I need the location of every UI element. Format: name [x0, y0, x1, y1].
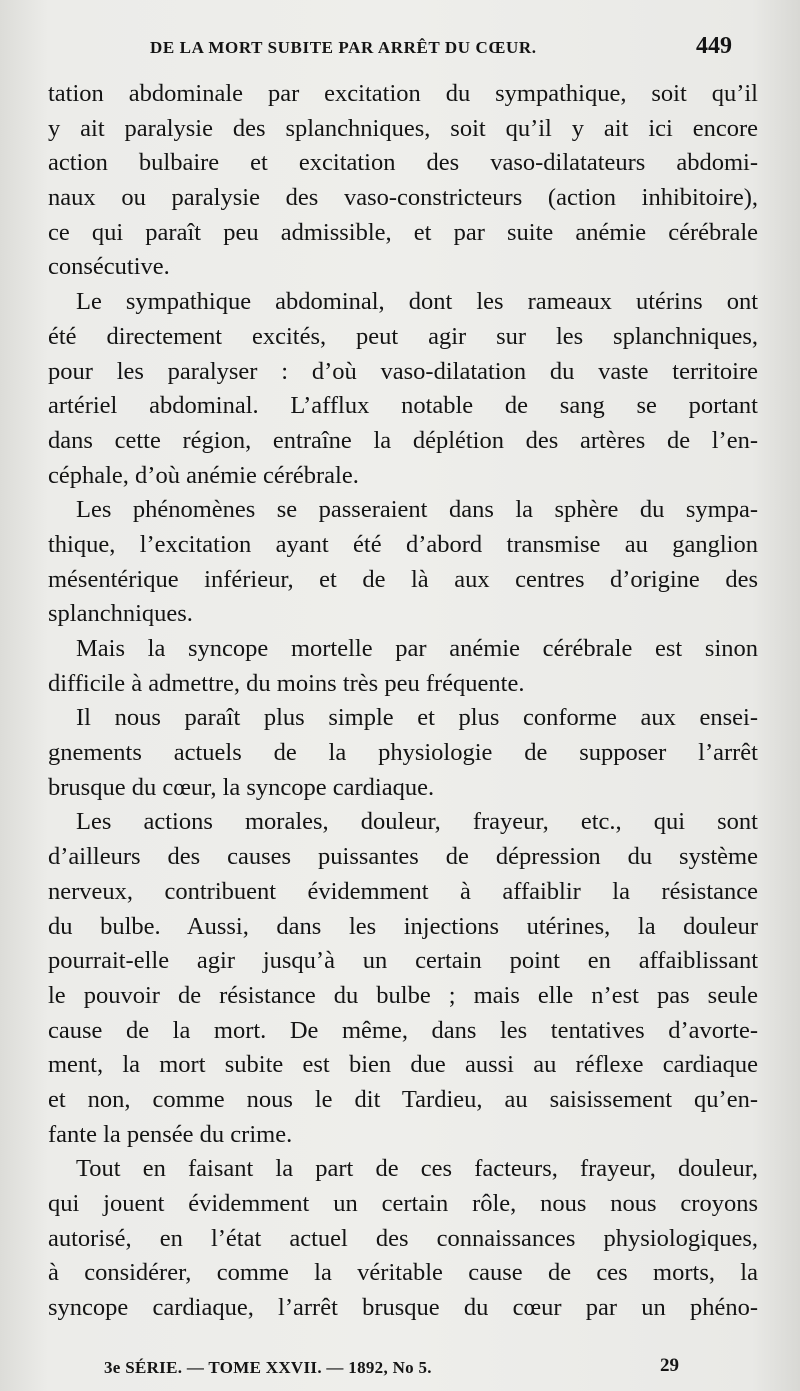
paragraph — [48, 77, 758, 285]
text-line: y ait paralysie des splanchniques, soit qu’il y ait ici encore — [48, 114, 758, 142]
text-line: Il nous paraît plus simple et plus conforme aux ensei- — [76, 704, 758, 732]
text-line: le pouvoir de résistance du bulbe ; mais elle n’est pas seule — [48, 981, 758, 1009]
page-number: 449 — [696, 33, 732, 59]
text-line: Mais la syncope mortelle par anémie cérébrale est sinon — [76, 635, 758, 662]
text-line: et non, comme nous le dit Tardieu, au saisissement qu’en- — [48, 1085, 758, 1113]
text-line: syncope cardiaque, l’arrêt brusque du cœur par un phéno- — [48, 1294, 758, 1322]
text-line: qui jouent évidemment un certain rôle, nous nous croyons — [48, 1190, 758, 1217]
body-text — [48, 77, 758, 1326]
text-line: Le sympathique abdominal, dont les rameaux utérins ont — [76, 288, 758, 316]
text-line: action bulbaire et excitation des vaso-dilatateurs abdomi- — [48, 149, 758, 177]
text-line: pourrait-elle agir jusqu’à un certain point en affaiblissant — [48, 947, 758, 975]
text-line: tation abdominale par excitation du sympathique, soit qu’il — [48, 80, 758, 107]
text-line: ment, la mort subite est bien due aussi au réflexe cardiaque — [48, 1051, 758, 1079]
text-line: autorisé, en l’état actuel des connaissances physiologiques, — [48, 1224, 758, 1252]
paragraph — [48, 701, 758, 805]
sheet-number: 29 — [660, 1355, 679, 1376]
text-line: mésentérique inférieur, et de là aux centres d’origine des — [48, 565, 758, 593]
text-line: ce qui paraît peu admissible, et par suite anémie cérébrale — [48, 218, 758, 246]
text-line: naux ou paralysie des vaso-constricteurs (action inhibitoire), — [48, 184, 758, 212]
text-line: brusque du cœur, la syncope cardiaque. — [48, 773, 435, 801]
text-line: splanchniques. — [48, 600, 193, 628]
paragraph — [48, 493, 758, 632]
text-line: céphale, d’où anémie cérébrale. — [48, 461, 359, 489]
text-line: cause de la mort. De même, dans les tentatives d’avorte- — [48, 1016, 758, 1044]
text-line: consécutive. — [48, 253, 170, 281]
text-line: Les phénomènes se passeraient dans la sphère du sympa- — [76, 496, 758, 524]
text-line: artériel abdominal. L’afflux notable de sang se portant — [48, 392, 758, 420]
text-line: difficile à admettre, du moins très peu fréquente. — [48, 669, 525, 697]
text-line: du bulbe. Aussi, dans les injections utérines, la douleur — [48, 912, 758, 940]
text-line: pour les paralyser : d’où vaso-dilatation du vaste territoire — [48, 357, 758, 385]
signature-line: 3e SÉRIE. — TOME XXVII. — 1892, No 5. — [104, 1358, 432, 1377]
paragraph — [48, 632, 758, 701]
text-line: dans cette région, entraîne la déplétion des artères de l’en- — [48, 426, 758, 454]
text-line: à considérer, comme la véritable cause de ces morts, la — [48, 1259, 758, 1287]
paragraph — [48, 1152, 758, 1325]
text-line: Les actions morales, douleur, frayeur, etc., qui sont — [76, 808, 758, 836]
paragraph — [48, 805, 758, 1152]
text-line: thique, l’excitation ayant été d’abord transmise au ganglion — [48, 530, 758, 558]
text-line: nerveux, contribuent évidemment à affaiblir la résistance — [48, 877, 758, 905]
text-line: été directement excités, peut agir sur les splanchniques, — [48, 322, 758, 350]
paragraph — [48, 285, 758, 493]
text-line: d’ailleurs des causes puissantes de dépression du système — [48, 843, 758, 871]
text-line: Tout en faisant la part de ces facteurs, frayeur, douleur, — [76, 1155, 758, 1183]
text-line: gnements actuels de la physiologie de supposer l’arrêt — [48, 739, 758, 767]
running-title: DE LA MORT SUBITE PAR ARRÊT DU CŒUR. — [150, 38, 537, 57]
text-line: fante la pensée du crime. — [48, 1120, 293, 1148]
